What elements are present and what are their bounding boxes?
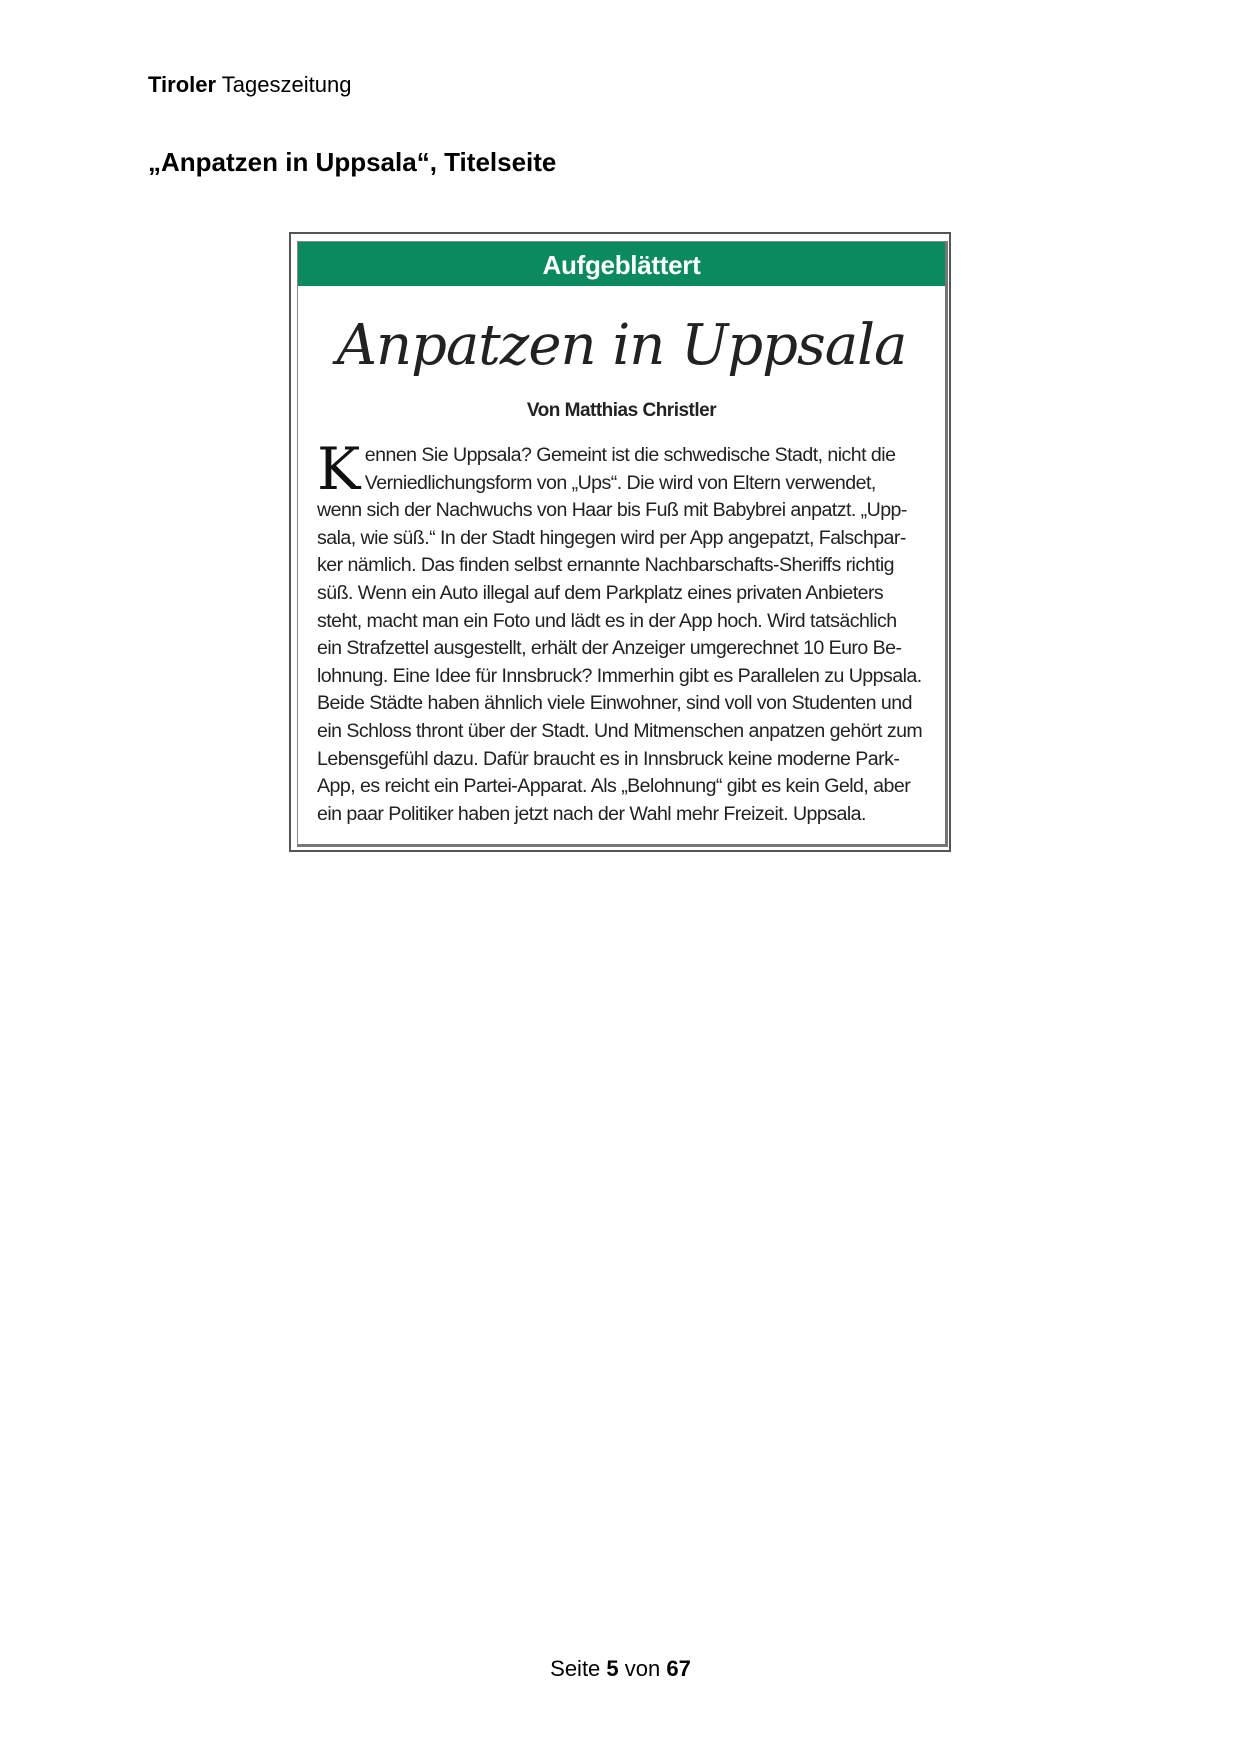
publication-name-rest: Tageszeitung <box>216 72 352 97</box>
article-line: Beide Städte haben ähnlich viele Einwohner, sind voll von Studenten und <box>317 692 912 715</box>
article-line: wenn sich der Nachwuchs von Haar bis Fuß mit Babybrei anpatzt. „Upp- <box>317 499 907 522</box>
article-line: App, es reicht ein Partei-Apparat. Als „Belohnung“ gibt es kein Geld, aber <box>317 775 911 798</box>
rubric-banner: Aufgeblättert <box>298 242 945 286</box>
page-footer <box>0 1656 1241 1682</box>
footer-middle: von <box>618 1656 667 1681</box>
article-line: süß. Wenn ein Auto illegal auf dem Parkplatz eines privaten Anbieters <box>317 581 884 604</box>
footer-prefix: Seite <box>550 1656 607 1681</box>
newspaper-clipping <box>289 232 951 852</box>
article-line: ennen Sie Uppsala? Gemeint ist die schwedische Stadt, nicht die <box>364 444 896 466</box>
current-page-number: 5 <box>606 1656 619 1681</box>
document-title: „Anpatzen in Uppsala“, Titelseite <box>148 147 557 177</box>
article-line: ker nämlich. Das finden selbst ernannte Nachbarschafts-Sheriffs richtig <box>317 554 894 577</box>
article-body <box>317 435 929 828</box>
drop-cap: K <box>317 435 360 503</box>
article-line: ein paar Politiker haben jetzt nach der Wahl mehr Freizeit. Uppsala. <box>317 802 866 825</box>
article-line: Verniedlichungsform von „Ups“. Die wird von Eltern verwendet, <box>364 471 876 494</box>
article-line: steht, macht man ein Foto und lädt es in der App hoch. Wird tatsächlich <box>317 609 897 632</box>
article-line: ein Schloss thront über der Stadt. Und Mitmenschen anpatzen gehört zum <box>317 719 923 742</box>
clipping-frame <box>297 241 948 847</box>
article-byline: Von Matthias Christler <box>526 400 717 421</box>
article-line: ein Strafzettel ausgestellt, erhält der Anzeiger umgerechnet 10 Euro Be- <box>317 637 902 660</box>
article-line: lohnung. Eine Idee für Innsbruck? Immerhin gibt es Parallelen zu Uppsala. <box>317 664 922 687</box>
total-page-count: 67 <box>666 1656 691 1681</box>
article-line: sala, wie süß.“ In der Stadt hingegen wird per App angepatzt, Falschpar- <box>317 526 906 549</box>
article-headline: Anpatzen in Uppsala <box>336 313 907 378</box>
article-line: Lebensgefühl dazu. Dafür braucht es in Innsbruck keine moderne Park- <box>317 747 900 770</box>
publication-name-bold: Tiroler <box>148 72 217 97</box>
publication-name <box>148 72 351 98</box>
